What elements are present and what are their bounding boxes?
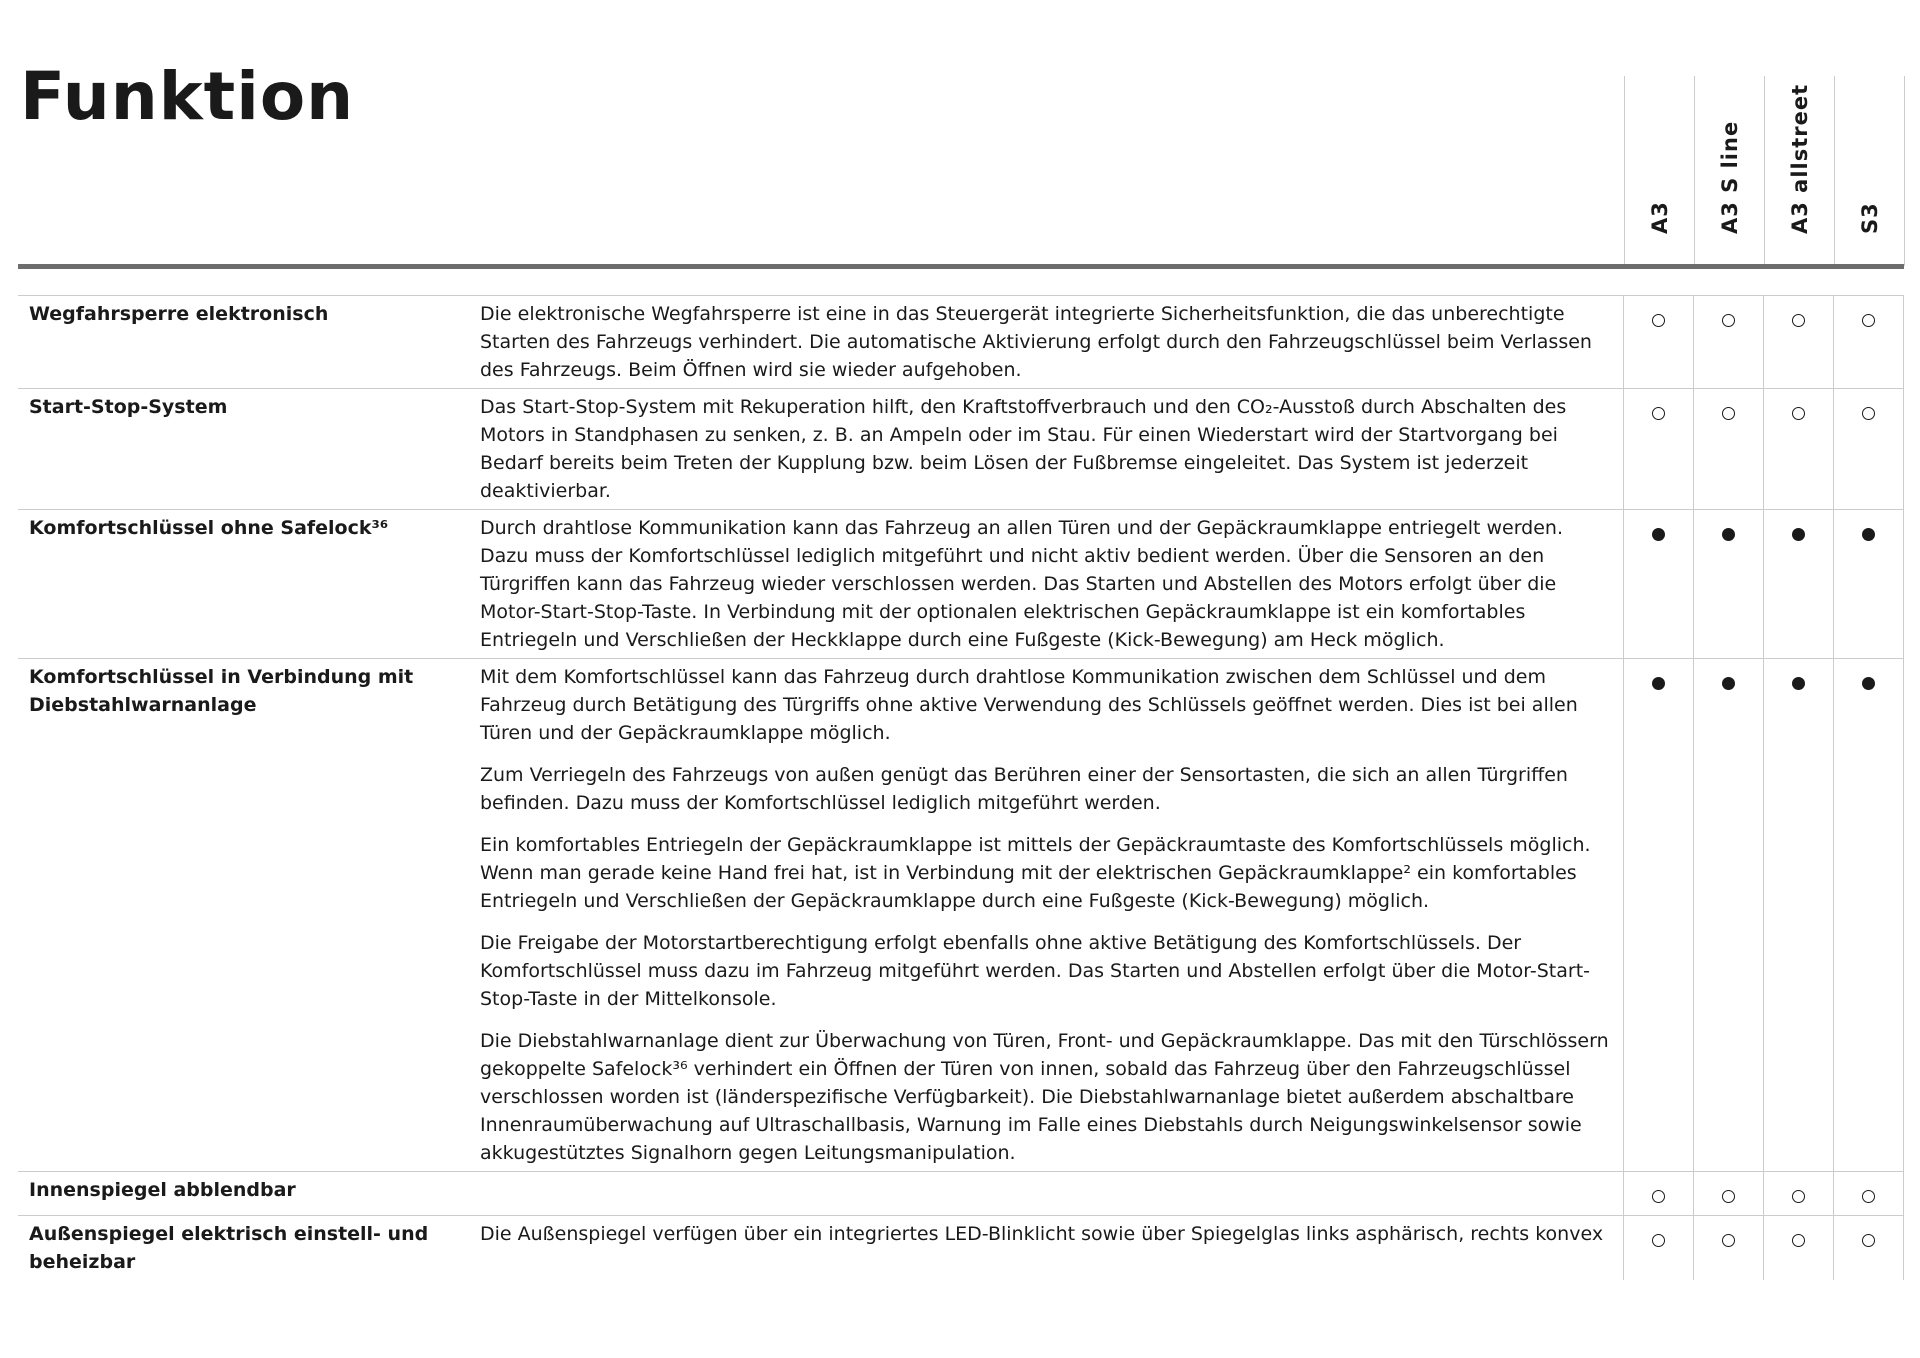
filled-circle-icon [1722, 528, 1735, 541]
open-circle-icon [1792, 314, 1805, 327]
description-paragraph: Die elektronische Wegfahrsperre ist eine in das Steuergerät integrierte Sicherheitsfunktion, die das unberechtigte Starten des Fahrzeugs verhindert. Die automatische Aktivierung erfolgt durch den Fahrzeugschlüssel beim Verlassen des Fahrzeugs. Beim Öffnen wird sie wieder aufgehoben. [480, 303, 1592, 381]
table-row [18, 389, 1904, 510]
filled-circle-icon [1652, 528, 1665, 541]
feature-name: Komfortschlüssel in Verbindung mit Diebstahlwarnanlage [18, 659, 480, 1172]
open-circle-icon [1722, 407, 1735, 420]
availability-cell [1694, 510, 1764, 659]
availability-cell [1764, 296, 1834, 389]
table-row [18, 1172, 1904, 1216]
feature-table [18, 295, 1904, 1280]
availability-cell [1764, 1172, 1834, 1216]
availability-cell [1624, 659, 1694, 1172]
feature-name: Wegfahrsperre elektronisch [18, 296, 480, 389]
table-row [18, 659, 1904, 1172]
column-header-s3 [1834, 76, 1905, 266]
description-paragraph: Ein komfortables Entriegeln der Gepäckraumklappe ist mittels der Gepäckraumtaste des Komfortschlüssels möglich. Wenn man gerade keine Hand frei hat, ist in Verbindung mit der elektrischen Gepäckraumklappe² ein komfortables Entriegeln und Verschließen der Gepäckraumklappe durch eine Fußgeste (Kick-Bewegung) möglich. [480, 834, 1591, 912]
availability-cell [1764, 659, 1834, 1172]
page-title: Funktion [20, 58, 355, 135]
availability-cell [1764, 389, 1834, 510]
column-header-label: A3 S line [1717, 120, 1742, 234]
availability-cell [1694, 296, 1764, 389]
header-divider [18, 264, 1904, 269]
table-row [18, 510, 1904, 659]
open-circle-icon [1792, 407, 1805, 420]
table-row [18, 1216, 1904, 1281]
open-circle-icon [1722, 314, 1735, 327]
availability-cell [1834, 296, 1904, 389]
availability-cell [1834, 1172, 1904, 1216]
column-header-label: S3 [1857, 202, 1882, 234]
column-header-label: A3 allstreet [1787, 83, 1812, 234]
feature-name: Außenspiegel elektrisch einstell- und beheizbar [18, 1216, 480, 1281]
filled-circle-icon [1792, 528, 1805, 541]
description-paragraph: Die Diebstahlwarnanlage dient zur Überwachung von Türen, Front- und Gepäckraumklappe. Das mit den Türschlössern gekoppelte Safelock³⁶ verhindert ein Öffnen der Türen von innen, sobald das Fahrzeug über den Fahrzeugschlüssel verschlossen worden ist (länderspezifische Verfügbarkeit). Die Diebstahlwarnanlage bietet außerdem abschaltbare Innenraumüberwachung auf Ultraschallbasis, Warnung im Falle eines Diebstahls durch Neigungswinkelsensor sowie akkugestütztes Signalhorn gegen Leitungsmanipulation. [480, 1030, 1609, 1164]
description-paragraph: Zum Verriegeln des Fahrzeugs von außen genügt das Berühren einer der Sensortasten, die sich an allen Türgriffen befinden. Dazu muss der Komfortschlüssel lediglich mitgeführt werden. [480, 764, 1568, 814]
feature-description [480, 1216, 1624, 1281]
availability-cell [1764, 1216, 1834, 1281]
filled-circle-icon [1792, 677, 1805, 690]
availability-cell [1624, 389, 1694, 510]
feature-description [480, 389, 1624, 510]
feature-description [480, 1172, 1624, 1216]
open-circle-icon [1862, 314, 1875, 327]
availability-cell [1694, 1216, 1764, 1281]
description-paragraph: Mit dem Komfortschlüssel kann das Fahrzeug durch drahtlose Kommunikation zwischen dem Schlüssel und dem Fahrzeug durch Betätigung des Türgriffs ohne aktive Verwendung des Schlüssels geöffnet werden. Dies ist bei allen Türen und der Gepäckraumklappe möglich. [480, 666, 1578, 744]
availability-cell [1834, 1216, 1904, 1281]
description-paragraph: Durch drahtlose Kommunikation kann das Fahrzeug an allen Türen und der Gepäckraumklappe entriegelt werden. Dazu muss der Komfortschlüssel lediglich mitgeführt und nicht aktiv bedient werden. Über die Sensoren an den Türgriffen kann das Fahrzeug wieder verschlossen werden. Das Starten und Abstellen des Motors erfolgt über die Motor-Start-Stop-Taste. In Verbindung mit der optionalen elektrischen Gepäckraumklappe ist ein komfortables Entriegeln und Verschließen der Heckklappe durch eine Fußgeste (Kick-Bewegung) am Heck möglich. [480, 517, 1564, 651]
filled-circle-icon [1862, 528, 1875, 541]
feature-name: Innenspiegel abblendbar [18, 1172, 480, 1216]
availability-cell [1834, 659, 1904, 1172]
open-circle-icon [1652, 1190, 1665, 1203]
open-circle-icon [1652, 407, 1665, 420]
open-circle-icon [1652, 314, 1665, 327]
open-circle-icon [1792, 1190, 1805, 1203]
availability-cell [1624, 1172, 1694, 1216]
open-circle-icon [1862, 1190, 1875, 1203]
feature-description [480, 659, 1624, 1172]
feature-description [480, 296, 1624, 389]
filled-circle-icon [1722, 677, 1735, 690]
availability-cell [1834, 389, 1904, 510]
filled-circle-icon [1652, 677, 1665, 690]
column-header-a3 [1624, 76, 1694, 266]
description-paragraph: Das Start-Stop-System mit Rekuperation hilft, den Kraftstoffverbrauch und den CO₂-Ausstoß durch Abschalten des Motors in Standphasen zu senken, z. B. an Ampeln oder im Stau. Für einen Wiederstart wird der Startvorgang bei Bedarf bereits beim Treten der Kupplung bzw. beim Lösen der Fußbremse eingeleitet. Das System ist jederzeit deaktivierbar. [480, 396, 1567, 502]
open-circle-icon [1792, 1234, 1805, 1247]
availability-cell [1624, 510, 1694, 659]
table-row [18, 296, 1904, 389]
feature-description [480, 510, 1624, 659]
availability-cell [1764, 510, 1834, 659]
description-paragraph: Die Außenspiegel verfügen über ein integriertes LED-Blinklicht sowie über Spiegelglas links asphärisch, rechts konvex [480, 1223, 1604, 1245]
column-header-a3-s-line [1694, 76, 1764, 266]
open-circle-icon [1862, 407, 1875, 420]
column-header-label: A3 [1647, 201, 1672, 234]
filled-circle-icon [1862, 677, 1875, 690]
open-circle-icon [1862, 1234, 1875, 1247]
availability-cell [1624, 296, 1694, 389]
availability-cell [1624, 1216, 1694, 1281]
feature-name: Start-Stop-System [18, 389, 480, 510]
description-paragraph: Die Freigabe der Motorstartberechtigung erfolgt ebenfalls ohne aktive Betätigung des Komfortschlüssels. Der Komfortschlüssel muss dazu im Fahrzeug mitgeführt werden. Das Starten und Abstellen erfolgt über die Motor-Start-Stop-Taste in der Mittelkonsole. [480, 932, 1591, 1010]
availability-cell [1694, 389, 1764, 510]
model-column-headers [1624, 76, 1905, 266]
open-circle-icon [1722, 1190, 1735, 1203]
availability-cell [1834, 510, 1904, 659]
feature-name: Komfortschlüssel ohne Safelock³⁶ [18, 510, 480, 659]
availability-cell [1694, 659, 1764, 1172]
availability-cell [1694, 1172, 1764, 1216]
column-header-a3-allstreet [1764, 76, 1834, 266]
open-circle-icon [1722, 1234, 1735, 1247]
open-circle-icon [1652, 1234, 1665, 1247]
